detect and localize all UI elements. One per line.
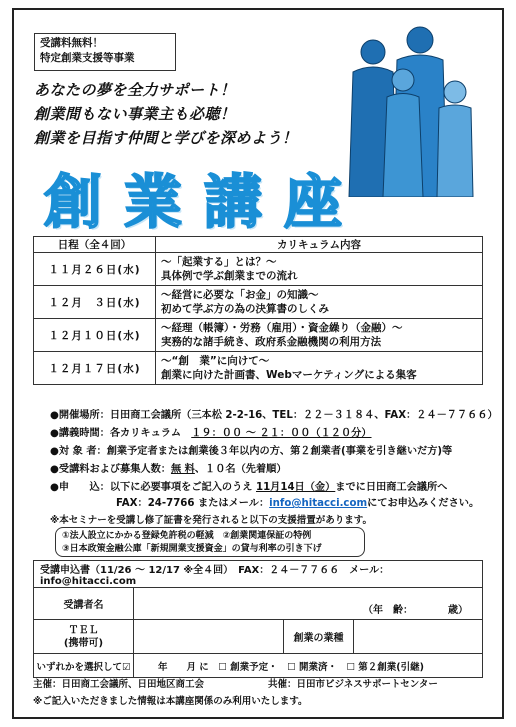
badge-line2: 特定創業支援等事業: [40, 52, 135, 64]
session-content: ～経理（帳簿）・労務（雇用）・資金繰り（金融）～ 実務的な諸手続き、政府系金融機関の利用方法: [156, 319, 483, 352]
application-form: [33, 560, 483, 678]
table-row: [34, 286, 483, 319]
schedule-head-date: 日程（全４回）: [34, 237, 156, 253]
info-fee: ●受講料および募集人数：無 料、１０名（先着順）: [50, 464, 287, 475]
tel-label: ＴＥＬ (携帯可): [34, 620, 134, 654]
badge-line1: 受講料無料！: [40, 37, 103, 49]
tagline-2: 創業間もない事業主も必聴！: [34, 105, 236, 123]
status-options[interactable]: 年 月 に ☐ 創業予定・ ☐ 開業済・ ☐ 第２創業(引継): [134, 654, 483, 678]
session-date: １２月 ３日(水): [34, 286, 156, 319]
support-note: ※本セミナーを受講し修了証書を発行されると以下の支援措置があります。: [50, 515, 372, 526]
tagline-1: あなたの夢を全力サポート！: [34, 81, 236, 99]
email-link[interactable]: info@hitacci.com: [269, 498, 368, 509]
support-2: ②創業関連保証の特例: [222, 531, 312, 541]
session-date: １１月２６日(水): [34, 253, 156, 286]
business-label: 創業の業種: [284, 620, 354, 654]
age-label: （年 齢： 歳）: [363, 605, 468, 616]
info-apply-contact: FAX：24-7766 またはメール：info@hitacci.comにてお申込みください。: [116, 498, 480, 509]
schedule-head-curriculum: カリキュラム内容: [156, 237, 483, 253]
tel-field[interactable]: [134, 620, 284, 654]
cohost: 共催：日田市ビジネスサポートセンター: [268, 679, 438, 690]
select-label: いずれかを選択して☑: [34, 654, 134, 678]
info-time: ●講義時間：各カリキュラム １９：００ ～ ２１：００（１２０分）: [50, 428, 372, 439]
session-content: ～「起業する」とは？～ 具体例で学ぶ創業までの流れ: [156, 253, 483, 286]
info-apply: ●申 込：以下に必要事項をご記入のうえ 11月14日（金）までに日田商工会議所へ: [50, 482, 448, 493]
support-3: ③日本政策金融公庫「新規開業支援資金」の貸与利率の引き下げ: [62, 544, 322, 554]
table-row: [34, 319, 483, 352]
info-place: ●開催場所：日田商工会議所（三本松 2-2-16、TEL：２２－３１８４、FAX：２４－７７６６）: [50, 410, 498, 421]
business-field[interactable]: [354, 620, 483, 654]
support-box: [55, 527, 365, 557]
name-label: 受講者名: [34, 588, 134, 620]
name-field[interactable]: [134, 588, 483, 620]
host: 主催：日田商工会議所、日田地区商工会: [33, 679, 205, 690]
session-content: ～“創 業”に向けて～ 創業に向けた計画書、Webマーケティングによる集客: [156, 352, 483, 385]
info-target: ●対 象 者：創業予定者または創業後３年以内の方、第２創業者(事業を引き継いだ方)等: [50, 446, 453, 457]
privacy-note: ※ご記入いただきました情報は本講座関係のみ利用いたします。: [33, 696, 308, 707]
session-date: １２月１７日(水): [34, 352, 156, 385]
session-content: ～経営に必要な「お金」の知識～ 初めて学ぶ方の為の決算書のしくみ: [156, 286, 483, 319]
schedule-table: [33, 236, 483, 385]
support-1: ①法人設立にかかる登録免許税の軽減: [62, 531, 214, 541]
free-badge: [34, 33, 176, 71]
form-header: 受講申込書（11/26 ～ 12/17 ※全４回） FAX：２４－７７６６ メール：info@hitacci.com: [34, 561, 483, 588]
session-date: １２月１０日(水): [34, 319, 156, 352]
course-title: 創業講座: [44, 168, 365, 236]
table-row: [34, 352, 483, 385]
tagline-3: 創業を目指す仲間と学びを深めよう！: [34, 129, 298, 147]
table-row: [34, 253, 483, 286]
